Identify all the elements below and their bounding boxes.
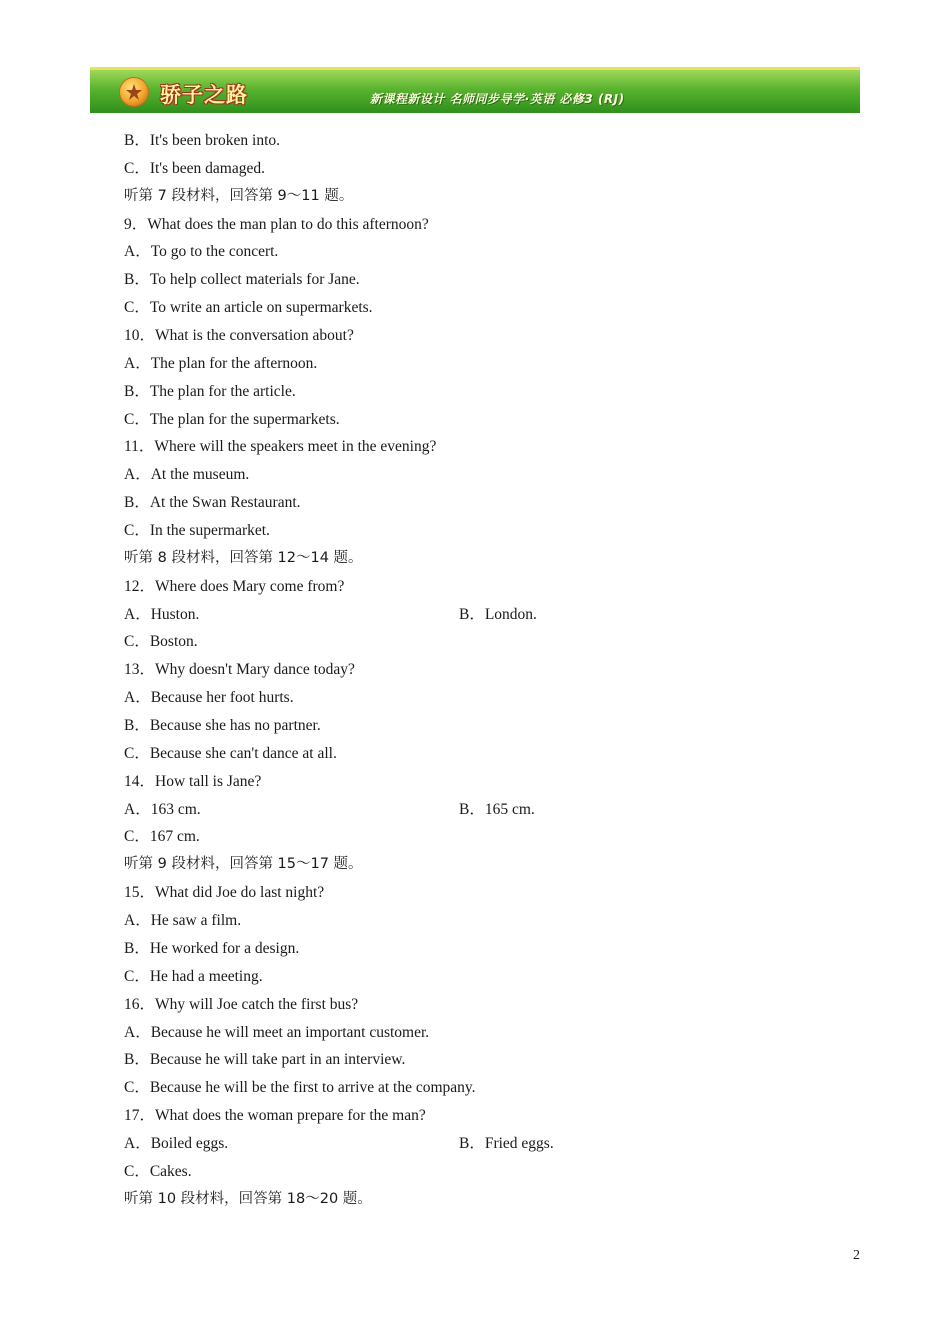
line-text: 14．How tall is Jane? xyxy=(124,772,262,790)
question-line xyxy=(124,1158,844,1186)
question-line xyxy=(124,768,844,796)
line-text: C．Cakes. xyxy=(124,1162,192,1180)
question-line xyxy=(124,406,844,434)
question-line xyxy=(124,294,844,322)
header-subtitle: 新课程新设计 名师同步导学·英语 必修3 (RJ) xyxy=(370,92,625,106)
section-instruction xyxy=(124,1186,844,1214)
line-text: A．Because her foot hurts. xyxy=(124,689,294,707)
line-text: A．He saw a film. xyxy=(124,912,242,930)
brand-title: 骄子之路 xyxy=(160,83,248,107)
line-text: C．The plan for the supermarkets. xyxy=(124,410,340,428)
line-text: 听第 9 段材料，回答第 15～17 题。 xyxy=(124,856,363,873)
line-text: C．To write an article on supermarkets. xyxy=(124,299,373,317)
line-text: A．Huston. xyxy=(124,605,200,623)
question-line xyxy=(124,378,844,406)
question-line xyxy=(124,1046,844,1074)
line-text: B．Because she has no partner. xyxy=(124,717,321,735)
line-text: 10．What is the conversation about? xyxy=(124,327,354,345)
question-line xyxy=(124,796,844,824)
question-line xyxy=(124,573,844,601)
question-line xyxy=(124,1130,844,1158)
line-text: A．Because he will meet an important customer. xyxy=(124,1023,430,1041)
section-instruction xyxy=(124,183,844,211)
line-text: B．To help collect materials for Jane. xyxy=(124,271,360,289)
line-text: 15．What did Joe do last night? xyxy=(124,884,325,902)
line-text: A．The plan for the afternoon. xyxy=(124,354,318,372)
section-instruction xyxy=(124,545,844,573)
question-line xyxy=(124,461,844,489)
line-text: B．Because he will take part in an interview. xyxy=(124,1051,406,1069)
question-line xyxy=(124,266,844,294)
line-text: A．To go to the concert. xyxy=(124,243,279,261)
line-text: 听第 7 段材料，回答第 9～11 题。 xyxy=(124,187,354,204)
question-line xyxy=(124,238,844,266)
line-text: 9．What does the man plan to do this afternoon? xyxy=(124,215,429,233)
question-line xyxy=(124,684,844,712)
line-text: 16．Why will Joe catch the first bus? xyxy=(124,995,359,1013)
line-text: C．167 cm. xyxy=(124,828,200,846)
line-text: B．It's been broken into. xyxy=(124,132,281,149)
line-text: C．Because she can't dance at all. xyxy=(124,744,337,762)
line-text: 听第 10 段材料，回答第 18～20 题。 xyxy=(124,1190,372,1207)
line-text: B．He worked for a design. xyxy=(124,939,300,957)
question-line xyxy=(124,322,844,350)
line-text: 11．Where will the speakers meet in the evening? xyxy=(124,438,437,456)
question-line xyxy=(124,712,844,740)
question-line xyxy=(124,935,844,963)
line-text: C．In the supermarket. xyxy=(124,522,270,540)
line-text: 听第 8 段材料，回答第 12～14 题。 xyxy=(124,549,363,566)
section-instruction xyxy=(124,851,844,879)
line-text: A．163 cm. xyxy=(124,800,201,818)
question-line xyxy=(124,489,844,517)
option-text-right: B．Fried eggs. xyxy=(459,1134,554,1152)
line-text: B．At the Swan Restaurant. xyxy=(124,494,301,512)
question-line xyxy=(124,628,844,656)
question-line xyxy=(124,350,844,378)
question-line xyxy=(124,823,844,851)
question-line xyxy=(124,991,844,1019)
question-line xyxy=(124,155,844,183)
line-text: C．It's been damaged. xyxy=(124,159,265,177)
line-text: 17．What does the woman prepare for the man? xyxy=(124,1107,426,1125)
line-text: A．Boiled eggs. xyxy=(124,1134,229,1152)
line-text: C．Because he will be the first to arrive at the company. xyxy=(124,1079,476,1097)
question-line xyxy=(124,740,844,768)
line-text: C．He had a meeting. xyxy=(124,967,263,985)
line-text: A．At the museum. xyxy=(124,466,250,484)
line-text: 12．Where does Mary come from? xyxy=(124,577,345,595)
question-line xyxy=(124,879,844,907)
question-line xyxy=(124,963,844,991)
line-text: C．Boston. xyxy=(124,633,198,651)
line-text: B．The plan for the article. xyxy=(124,382,296,400)
question-line xyxy=(124,211,844,239)
question-line xyxy=(124,1074,844,1102)
question-line xyxy=(124,1102,844,1130)
option-text-right: B．London. xyxy=(459,605,537,623)
question-line xyxy=(124,907,844,935)
logo-icon xyxy=(120,78,148,106)
question-line xyxy=(124,656,844,684)
document-body xyxy=(124,127,844,1214)
question-line xyxy=(124,601,844,629)
page-number: 2 xyxy=(853,1248,860,1263)
line-text: 13．Why doesn't Mary dance today? xyxy=(124,661,355,679)
question-line xyxy=(124,517,844,545)
question-line xyxy=(124,127,844,155)
question-line xyxy=(124,433,844,461)
option-text-right: B．165 cm. xyxy=(459,800,535,818)
question-line xyxy=(124,1019,844,1047)
header-banner xyxy=(90,67,860,113)
